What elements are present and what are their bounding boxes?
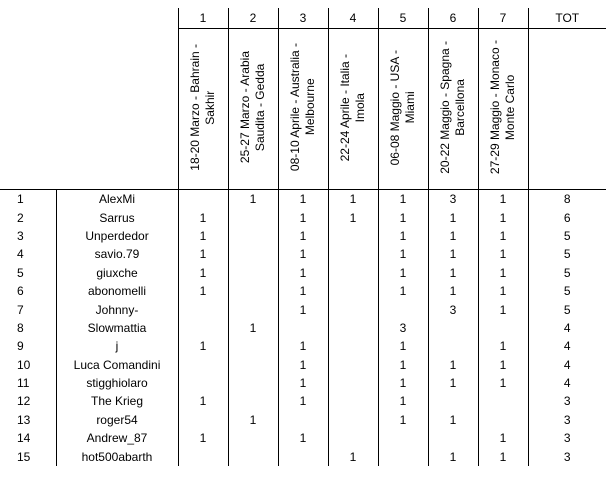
score-cell	[228, 337, 278, 355]
total-cell: 5	[528, 300, 606, 318]
score-cell	[328, 245, 378, 263]
player-name-cell: Unperdedor	[56, 227, 178, 245]
score-cell: 1	[428, 227, 478, 245]
score-cell: 3	[428, 300, 478, 318]
table-row	[0, 447, 606, 465]
table-row	[0, 282, 606, 300]
total-cell: 5	[528, 245, 606, 263]
race-name-line: 25-27 Marzo - Arabia	[238, 51, 252, 164]
score-cell: 1	[478, 264, 528, 282]
position-cell: 15	[17, 449, 31, 464]
race-name-line: Miami	[403, 91, 417, 124]
race-name-5	[378, 29, 428, 190]
score-cell: 1	[378, 190, 428, 209]
blank-cell	[0, 8, 56, 29]
race-name-line: Melbourne	[303, 79, 317, 136]
score-cell: 1	[478, 429, 528, 447]
score-cell: 1	[428, 411, 478, 429]
position-cell: 10	[17, 357, 31, 372]
score-cell: 1	[328, 447, 378, 465]
score-cell: 1	[328, 190, 378, 209]
race-name-line: 22-24 Aprile - Italia -	[338, 53, 352, 162]
score-cell: 1	[428, 245, 478, 263]
score-cell: 1	[478, 208, 528, 226]
score-cell	[328, 282, 378, 300]
score-cell: 1	[178, 337, 228, 355]
race-name-row	[0, 29, 606, 190]
score-cell	[228, 392, 278, 410]
score-cell	[328, 374, 378, 392]
race-number-2: 2	[228, 8, 278, 29]
score-cell	[328, 411, 378, 429]
race-number-row	[0, 8, 606, 29]
player-name-cell: Slowmattia	[56, 319, 178, 337]
score-cell: 1	[478, 300, 528, 318]
race-name-4	[328, 29, 378, 190]
score-cell: 1	[278, 227, 328, 245]
score-cell: 1	[278, 429, 328, 447]
race-name-line: 20-22 Maggio - Spagna -	[438, 41, 452, 174]
player-name-cell: Johnny-	[56, 300, 178, 318]
table-row	[0, 208, 606, 226]
score-cell	[178, 447, 228, 465]
score-cell	[228, 447, 278, 465]
score-cell	[178, 319, 228, 337]
race-name-3	[278, 29, 328, 190]
total-header: TOT	[528, 8, 606, 29]
score-cell	[478, 392, 528, 410]
race-name-6	[428, 29, 478, 190]
score-cell	[228, 208, 278, 226]
table-row	[0, 392, 606, 410]
score-cell: 1	[428, 264, 478, 282]
total-cell: 4	[528, 356, 606, 374]
score-cell	[178, 374, 228, 392]
score-cell: 1	[378, 374, 428, 392]
race-number-6: 6	[428, 8, 478, 29]
total-cell: 4	[528, 319, 606, 337]
player-name-cell: j	[56, 337, 178, 355]
race-number-4: 4	[328, 8, 378, 29]
score-cell	[328, 429, 378, 447]
player-name-cell: AlexMi	[56, 190, 178, 209]
score-cell: 1	[478, 227, 528, 245]
score-cell: 1	[228, 190, 278, 209]
score-cell	[328, 264, 378, 282]
score-cell	[228, 429, 278, 447]
blank-cell	[0, 29, 56, 190]
table-row	[0, 356, 606, 374]
score-cell	[228, 227, 278, 245]
score-cell	[178, 411, 228, 429]
table-row	[0, 319, 606, 337]
player-name-cell: abonomelli	[56, 282, 178, 300]
position-cell: 9	[17, 339, 24, 354]
race-name-line: Monte Carlo	[503, 74, 517, 141]
player-name-cell: hot500abarth	[56, 447, 178, 465]
score-cell	[478, 319, 528, 337]
score-cell: 1	[228, 319, 278, 337]
race-name-line: 08-10 Aprile - Australia -	[288, 43, 302, 172]
player-name-cell: savio.79	[56, 245, 178, 263]
score-cell: 1	[178, 227, 228, 245]
score-cell: 1	[178, 282, 228, 300]
score-cell: 1	[378, 245, 428, 263]
blank-cell	[56, 8, 178, 29]
position-cell: 13	[17, 412, 31, 427]
total-cell: 3	[528, 392, 606, 410]
score-cell: 1	[178, 208, 228, 226]
score-cell: 1	[378, 356, 428, 374]
table-row	[0, 227, 606, 245]
position-cell: 11	[17, 376, 30, 391]
position-cell: 1	[17, 192, 24, 207]
total-cell: 5	[528, 227, 606, 245]
score-cell: 1	[278, 356, 328, 374]
score-cell: 1	[428, 282, 478, 300]
blank-cell	[528, 29, 606, 190]
score-cell: 1	[178, 245, 228, 263]
score-cell	[178, 356, 228, 374]
position-cell: 5	[17, 265, 24, 280]
score-cell	[378, 300, 428, 318]
player-name-cell: roger54	[56, 411, 178, 429]
score-cell: 1	[278, 282, 328, 300]
score-cell	[328, 392, 378, 410]
score-cell: 1	[378, 411, 428, 429]
player-name-cell: Andrew_87	[56, 429, 178, 447]
score-cell: 3	[428, 190, 478, 209]
blank-cell	[56, 29, 178, 190]
score-cell: 1	[378, 282, 428, 300]
score-cell	[378, 447, 428, 465]
score-cell	[328, 356, 378, 374]
standings-table	[0, 8, 606, 466]
score-cell: 1	[378, 227, 428, 245]
score-cell: 1	[428, 447, 478, 465]
score-cell	[328, 337, 378, 355]
race-name-line: 18-20 Marzo - Bahrain -	[188, 44, 202, 171]
score-cell: 1	[478, 447, 528, 465]
race-name-line: Saudita - Gedda	[253, 63, 267, 152]
score-cell	[228, 245, 278, 263]
table-row	[0, 429, 606, 447]
total-cell: 3	[528, 411, 606, 429]
position-cell: 8	[17, 320, 24, 335]
score-cell	[428, 429, 478, 447]
score-cell: 1	[478, 282, 528, 300]
score-cell	[328, 319, 378, 337]
table-row	[0, 190, 606, 209]
score-cell	[178, 190, 228, 209]
race-name-line: 27-29 Maggio - Monaco -	[488, 40, 502, 175]
race-number-7: 7	[478, 8, 528, 29]
table-row	[0, 374, 606, 392]
score-cell	[428, 392, 478, 410]
score-cell: 1	[178, 392, 228, 410]
total-cell: 4	[528, 374, 606, 392]
table-row	[0, 411, 606, 429]
race-number-5: 5	[378, 8, 428, 29]
score-cell: 1	[428, 374, 478, 392]
table-row	[0, 337, 606, 355]
score-cell	[278, 411, 328, 429]
score-cell: 1	[178, 264, 228, 282]
race-name-7	[478, 29, 528, 190]
total-cell: 4	[528, 337, 606, 355]
position-cell: 12	[17, 394, 31, 409]
score-cell	[428, 319, 478, 337]
score-cell: 1	[278, 264, 328, 282]
total-cell: 3	[528, 447, 606, 465]
score-cell	[278, 447, 328, 465]
score-cell: 1	[278, 190, 328, 209]
total-cell: 8	[528, 190, 606, 209]
player-name-cell: Luca Comandini	[56, 356, 178, 374]
score-cell	[228, 374, 278, 392]
player-name-cell: Sarrus	[56, 208, 178, 226]
score-cell: 1	[428, 356, 478, 374]
player-name-cell: stigghiolaro	[56, 374, 178, 392]
score-cell: 1	[278, 337, 328, 355]
score-cell: 1	[378, 208, 428, 226]
total-cell: 6	[528, 208, 606, 226]
score-cell: 1	[278, 300, 328, 318]
player-name-cell: giuxche	[56, 264, 178, 282]
score-cell: 1	[378, 392, 428, 410]
score-cell	[228, 300, 278, 318]
score-cell: 1	[378, 337, 428, 355]
position-cell: 6	[17, 284, 24, 299]
score-cell	[378, 429, 428, 447]
score-cell	[228, 282, 278, 300]
score-cell: 1	[428, 208, 478, 226]
score-cell	[428, 337, 478, 355]
total-cell: 5	[528, 282, 606, 300]
score-cell: 1	[278, 392, 328, 410]
score-cell	[328, 227, 378, 245]
position-cell: 4	[17, 247, 24, 262]
score-cell	[228, 356, 278, 374]
total-cell: 3	[528, 429, 606, 447]
race-name-1	[178, 29, 228, 190]
race-name-line: Imola	[353, 92, 367, 123]
score-cell: 1	[278, 374, 328, 392]
score-cell: 1	[278, 245, 328, 263]
table-row	[0, 245, 606, 263]
position-cell: 2	[17, 210, 24, 225]
race-name-2	[228, 29, 278, 190]
score-cell	[178, 300, 228, 318]
position-cell: 7	[17, 302, 24, 317]
score-cell: 3	[378, 319, 428, 337]
score-cell: 1	[478, 374, 528, 392]
race-name-line: Barcellona	[453, 79, 467, 136]
score-cell: 1	[228, 411, 278, 429]
score-cell: 1	[278, 208, 328, 226]
score-cell	[328, 300, 378, 318]
table-row	[0, 264, 606, 282]
score-cell	[478, 411, 528, 429]
position-cell: 3	[17, 228, 24, 243]
total-cell: 5	[528, 264, 606, 282]
table-row	[0, 300, 606, 318]
player-name-cell: The Krieg	[56, 392, 178, 410]
race-name-line: Sakhir	[203, 90, 217, 125]
score-cell: 1	[478, 337, 528, 355]
score-cell: 1	[178, 429, 228, 447]
score-cell	[228, 264, 278, 282]
score-cell: 1	[378, 264, 428, 282]
score-cell: 1	[328, 208, 378, 226]
score-cell: 1	[478, 245, 528, 263]
position-cell: 14	[17, 431, 31, 446]
score-cell: 1	[478, 190, 528, 209]
race-name-line: 06-08 Maggio - USA -	[388, 49, 402, 166]
score-cell	[278, 319, 328, 337]
race-number-1: 1	[178, 8, 228, 29]
race-number-3: 3	[278, 8, 328, 29]
score-cell: 1	[478, 356, 528, 374]
